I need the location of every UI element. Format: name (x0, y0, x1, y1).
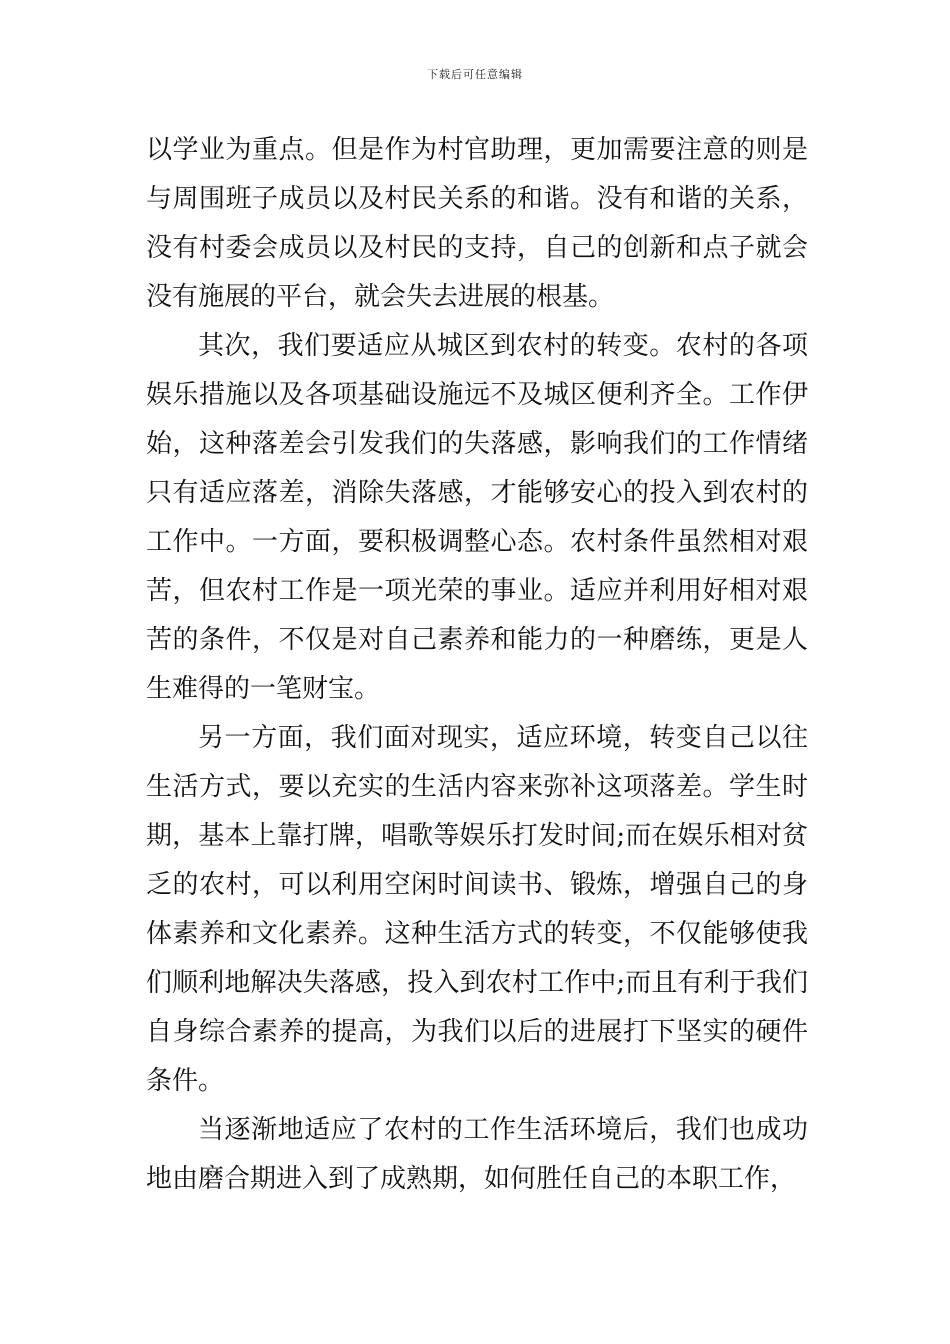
paragraph-1: 以学业为重点。但是作为村官助理，更加需要注意的则是与周围班子成员以及村民关系的和谐。没有和谐的关系，没有村委会成员以及村民的支持，自己的创新和点子就会没有施展的平台，就会失去进展的根基。 (146, 135, 808, 312)
page-header-note: 下载后可任意编辑 (427, 68, 523, 81)
document-body (146, 126, 808, 1204)
paragraph-3: 另一方面，我们面对现实，适应环境，转变自己以往生活方式，要以充实的生活内容来弥补这项落差。学生时期，基本上靠打牌，唱歌等娱乐打发时间;而在娱乐相对贫乏的农村，可以利用空闲时间读书、锻炼，增强自己的身体素养和文化素养。这种生活方式的转变，不仅能够使我们顺利地解决失落感，投入到农村工作中;而且有利于我们自身综合素养的提高，为我们以后的进展打下坚实的硬件条件。 (146, 723, 808, 1096)
paragraph-2: 其次，我们要适应从城区到农村的转变。农村的各项娱乐措施以及各项基础设施远不及城区便利齐全。工作伊始，这种落差会引发我们的失落感，影响我们的工作情绪只有适应落差，消除失落感，才能够安心的投入到农村的工作中。一方面，要积极调整心态。农村条件虽然相对艰苦，但农村工作是一项光荣的事业。适应并利用好相对艰苦的条件，不仅是对自己素养和能力的一种磨练，更是人生难得的一笔财宝。 (146, 331, 808, 704)
paragraph-4: 当逐渐地适应了农村的工作生活环境后，我们也成功地由磨合期进入到了成熟期，如何胜任自己的本职工作， (146, 1115, 808, 1194)
